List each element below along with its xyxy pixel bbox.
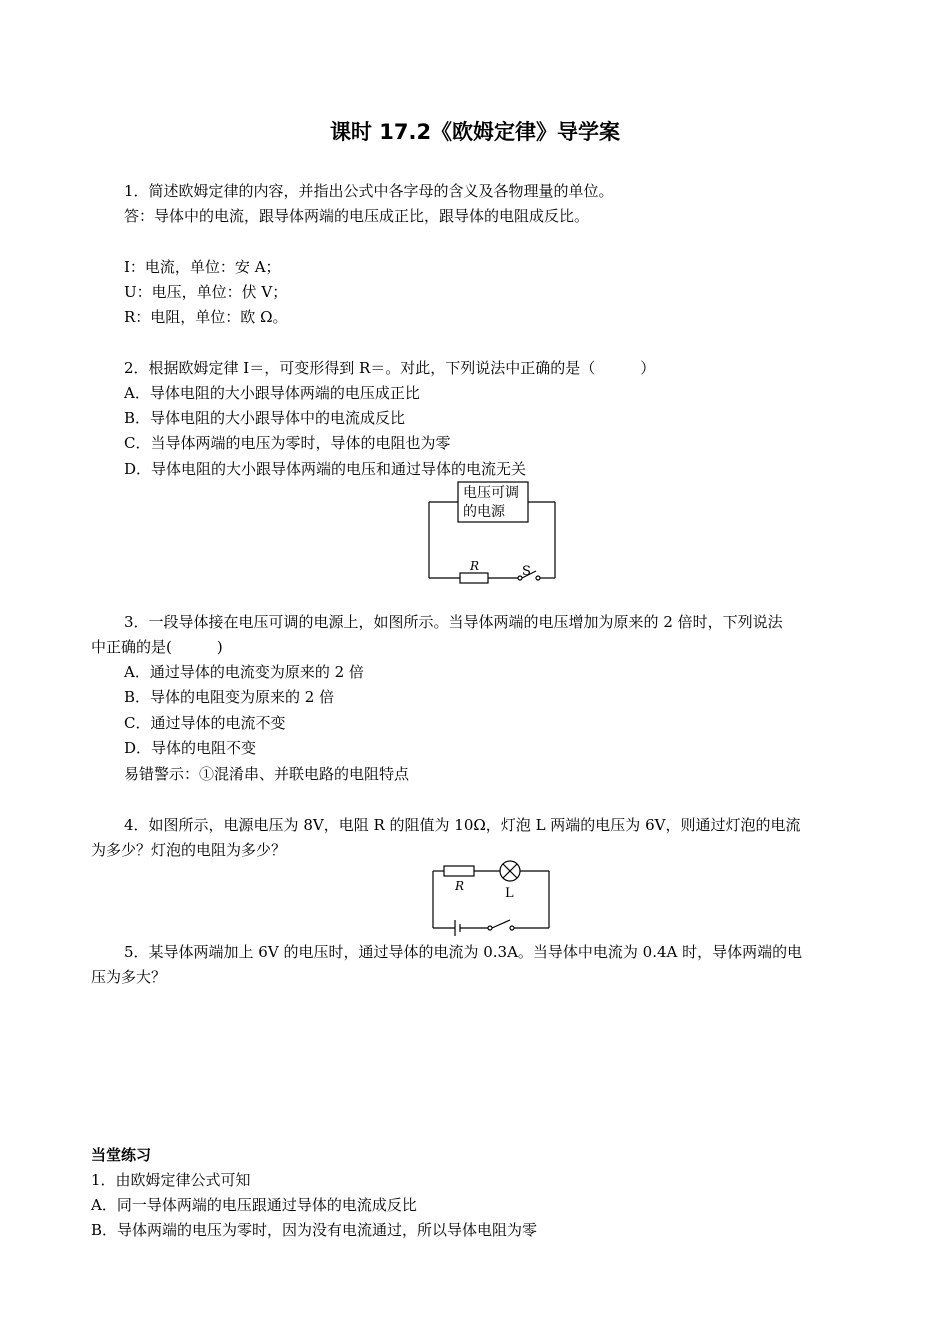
q3-option-d: D．导体的电阻不变 [124, 739, 257, 757]
source-label-line2: 的电源 [463, 504, 505, 520]
q1-item-current: I：电流，单位：安 A； [124, 258, 281, 276]
resistor-r-label: R [470, 559, 480, 573]
q2-question: 2．根据欧姆定律 I＝，可变形得到 R＝。对此，下列说法中正确的是（ ） [124, 359, 656, 377]
practice-option-b: B．导体两端的电压为零时，因为没有电流通过，所以导体电阻为零 [91, 1221, 538, 1239]
q5-line1: 5．某导体两端加上 6V 的电压时，通过导体的电流为 0.3A。当导体中电流为 0.4A 时，导体两端的电 [124, 943, 803, 961]
q3-question-line2: 中正确的是( ) [91, 638, 223, 656]
q4-line2: 为多少？灯泡的电阻为多少？ [91, 841, 287, 859]
source-label-line1: 电压可调 [463, 485, 519, 501]
q1-question: 1．简述欧姆定律的内容，并指出公式中各字母的含义及各物理量的单位。 [124, 182, 614, 200]
q5-line2: 压为多大？ [91, 968, 167, 986]
q2-option-a: A．导体电阻的大小跟导体两端的电压成正比 [124, 384, 420, 402]
q2-option-c: C．当导体两端的电压为零时，导体的电阻也为零 [124, 434, 451, 452]
page-title: 课时 17.2《欧姆定律》导学案 [329, 120, 621, 144]
q3-warning: 易错警示：①混淆串、并联电路的电阻特点 [124, 765, 410, 783]
lamp-l-label: L [505, 886, 514, 901]
q3-question-line1: 3．一段导体接在电压可调的电源上，如图所示。当导体两端的电压增加为原来的 2 倍时，下列说法 [124, 613, 783, 631]
q3-option-b: B．导体的电阻变为原来的 2 倍 [124, 688, 335, 706]
resistor-r-label: R [455, 879, 465, 893]
q2-option-d: D．导体电阻的大小跟导体两端的电压和通过导体的电流无关 [124, 460, 527, 478]
q3-option-c: C．通过导体的电流不变 [124, 714, 286, 732]
practice-option-a: A．同一导体两端的电压跟通过导体的电流成反比 [91, 1196, 417, 1214]
practice-heading: 当堂练习 [91, 1146, 152, 1164]
practice-question: 1．由欧姆定律公式可知 [91, 1171, 251, 1189]
switch-s-label: S [522, 564, 531, 579]
q1-item-voltage: U：电压，单位：伏 V； [124, 283, 288, 301]
q3-option-a: A．通过导体的电流变为原来的 2 倍 [124, 663, 364, 681]
q2-option-b: B．导体电阻的大小跟导体中的电流成反比 [124, 409, 406, 427]
q1-item-resistance: R：电阻，单位：欧 Ω。 [124, 308, 288, 326]
q4-line1: 4．如图所示，电源电压为 8V，电阻 R 的阻值为 10Ω，灯泡 L 两端的电压为 6V，则通过灯泡的电流 [124, 816, 801, 834]
resistor-r-symbol [444, 866, 474, 876]
q1-answer: 答：导体中的电流，跟导体两端的电压成正比，跟导体的电阻成反比。 [124, 207, 590, 225]
switch-symbol [492, 920, 510, 928]
